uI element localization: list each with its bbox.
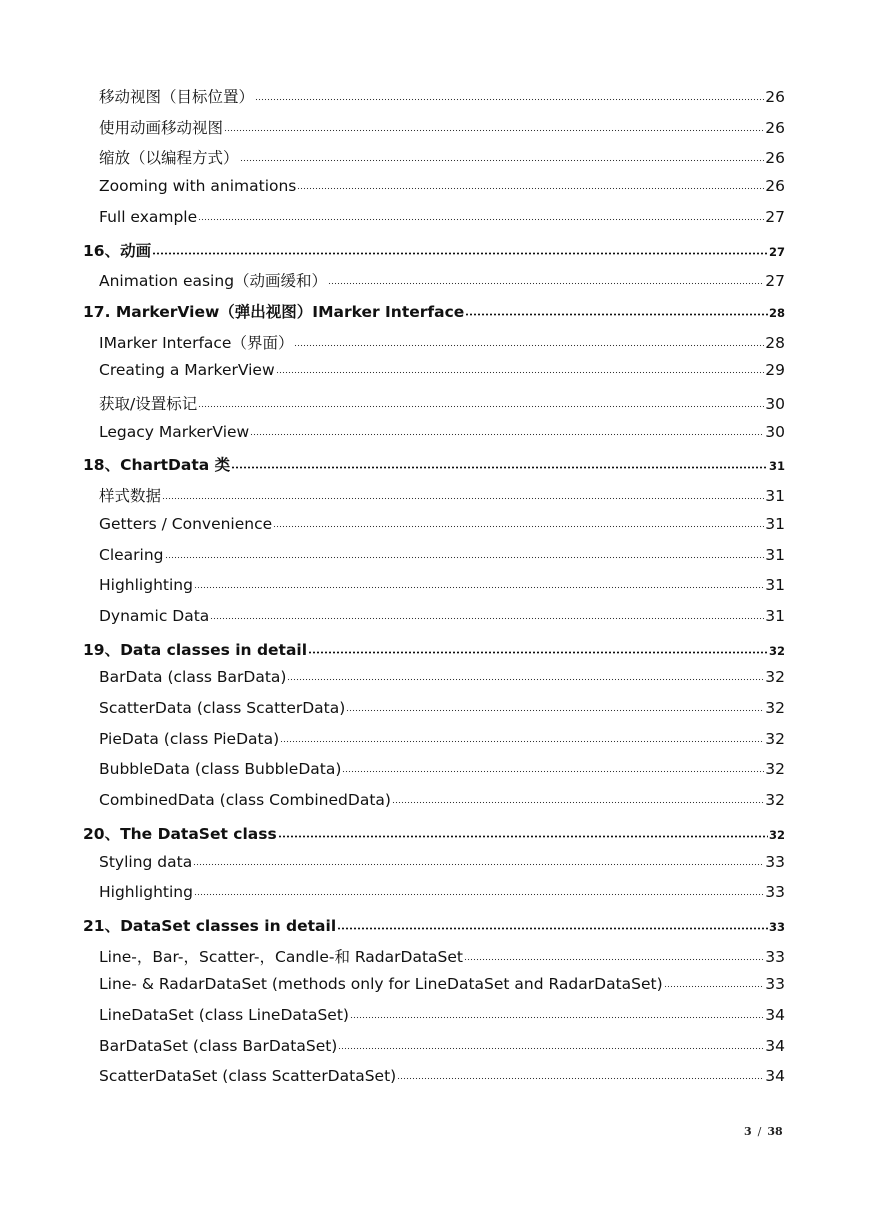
toc-entry-page-number: 32 [768, 643, 785, 658]
toc-entry-title: 19、Data classes in detail [83, 640, 308, 659]
toc-entry-title: Animation easing（动画缓和） [99, 272, 328, 291]
toc-dot-leader [280, 740, 764, 743]
toc-dot-leader [294, 344, 764, 347]
toc-entry-page-number: 27 [768, 244, 785, 259]
toc-entry-title: BarDataSet (class BarDataSet) [99, 1036, 338, 1055]
toc-entry-title: BarData (class BarData) [99, 668, 287, 687]
toc-dot-leader [350, 1016, 764, 1019]
toc-dot-leader [464, 958, 764, 961]
toc-subsection-entry[interactable] [99, 576, 785, 598]
toc-dot-leader [198, 405, 764, 408]
toc-dot-leader [273, 525, 764, 528]
toc-entry-page-number: 26 [765, 177, 785, 196]
page-number-footer [744, 1125, 783, 1138]
toc-dot-leader [240, 159, 765, 162]
toc-dot-leader [328, 282, 764, 285]
toc-dot-leader [465, 313, 768, 316]
toc-entry-page-number: 33 [768, 919, 785, 934]
toc-entry-page-number: 33 [765, 852, 785, 871]
toc-subsection-entry[interactable] [99, 269, 785, 291]
toc-dot-leader [276, 371, 765, 374]
toc-subsection-entry[interactable] [99, 607, 785, 629]
toc-dot-leader [664, 985, 765, 988]
toc-dot-leader [337, 927, 768, 930]
toc-entry-title: LineDataSet (class LineDataSet) [99, 1006, 349, 1024]
toc-entry-title: ScatterData (class ScatterData) [99, 699, 346, 717]
toc-subsection-entry[interactable] [99, 423, 785, 445]
toc-subsection-entry[interactable] [99, 853, 785, 875]
toc-section-entry[interactable] [83, 638, 785, 660]
toc-entry-page-number: 32 [765, 699, 785, 717]
toc-dot-leader [231, 466, 768, 469]
toc-entry-page-number: 33 [765, 975, 785, 994]
toc-dot-leader [397, 1077, 764, 1080]
toc-subsection-entry[interactable] [99, 85, 785, 107]
toc-subsection-entry[interactable] [99, 1037, 785, 1059]
toc-entry-page-number: 28 [765, 333, 785, 352]
toc-entry-page-number: 31 [765, 576, 785, 595]
toc-subsection-entry[interactable] [99, 1006, 785, 1028]
toc-entry-title: Line- & RadarDataSet (methods only for LineDataSet and RadarDataSet) [99, 975, 663, 994]
toc-entry-title: PieData (class PieData) [99, 729, 280, 748]
toc-entry-page-number: 26 [765, 118, 785, 137]
toc-subsection-entry[interactable] [99, 883, 785, 905]
toc-entry-page-number: 27 [765, 272, 785, 291]
toc-entry-title: 16、动画 [83, 241, 152, 260]
toc-subsection-entry[interactable] [99, 177, 785, 199]
toc-subsection-entry[interactable] [99, 208, 785, 230]
toc-dot-leader [210, 617, 764, 620]
toc-subsection-entry[interactable] [99, 975, 785, 997]
toc-dot-leader [308, 651, 768, 654]
toc-entry-page-number: 34 [765, 1006, 785, 1024]
toc-subsection-entry[interactable] [99, 515, 785, 537]
toc-entry-title: Full example [99, 207, 198, 226]
toc-dot-leader [165, 556, 765, 559]
toc-entry-title: 样式数据 [99, 487, 162, 506]
toc-entry-page-number: 32 [768, 827, 785, 842]
toc-entry-page-number: 34 [765, 1036, 785, 1055]
toc-dot-leader [250, 433, 764, 436]
toc-entry-title: Zooming with animations [99, 177, 297, 196]
toc-subsection-entry[interactable] [99, 730, 785, 752]
toc-entry-title: 使用动画移动视图 [99, 118, 224, 137]
toc-dot-leader [194, 893, 764, 896]
current-page-number: 3 [744, 1125, 752, 1138]
page-separator: / [757, 1125, 762, 1138]
toc-dot-leader [152, 252, 768, 255]
toc-entry-page-number: 32 [765, 668, 785, 687]
toc-entry-page-number: 26 [765, 88, 785, 106]
toc-entry-page-number: 32 [765, 760, 785, 779]
toc-entry-title: IMarker Interface（界面） [99, 333, 294, 352]
toc-entry-title: Clearing [99, 545, 164, 564]
toc-entry-page-number: 32 [765, 791, 785, 810]
toc-entry-page-number: 32 [765, 729, 785, 748]
toc-entry-page-number: 31 [765, 487, 785, 506]
toc-dot-leader [255, 98, 764, 101]
toc-entry-title: Highlighting [99, 576, 193, 595]
toc-entry-page-number: 31 [765, 514, 785, 533]
toc-entry-page-number: 26 [765, 149, 785, 168]
toc-dot-leader [287, 678, 764, 681]
toc-subsection-entry[interactable] [99, 484, 785, 506]
toc-entry-title: BubbleData (class BubbleData) [99, 760, 342, 779]
toc-entry-page-number: 34 [765, 1067, 785, 1086]
toc-entry-title: Highlighting [99, 883, 193, 902]
toc-entry-title: Styling data [99, 852, 193, 871]
toc-entry-title: 18、ChartData 类 [83, 456, 231, 475]
toc-entry-title: CombinedData (class CombinedData) [99, 791, 391, 810]
toc-dot-leader [338, 1047, 764, 1050]
toc-dot-leader [392, 801, 764, 804]
toc-dot-leader [346, 709, 764, 712]
toc-subsection-entry[interactable] [99, 546, 785, 568]
toc-dot-leader [224, 129, 764, 132]
toc-entry-page-number: 31 [765, 545, 785, 564]
toc-subsection-entry[interactable] [99, 116, 785, 138]
toc-entry-page-number: 31 [768, 459, 785, 474]
toc-subsection-entry[interactable] [99, 699, 785, 721]
toc-entry-title: Line-，Bar-，Scatter-，Candle-和 RadarDataSet [99, 947, 463, 966]
toc-subsection-entry[interactable] [99, 392, 785, 414]
toc-section-entry[interactable] [83, 300, 785, 322]
toc-entry-title: Getters / Convenience [99, 514, 273, 533]
toc-subsection-entry[interactable] [99, 945, 785, 967]
toc-subsection-entry[interactable] [99, 760, 785, 782]
toc-entry-page-number: 27 [765, 207, 785, 226]
toc-entry-title: ScatterDataSet (class ScatterDataSet) [99, 1067, 397, 1086]
toc-entry-page-number: 30 [765, 422, 785, 441]
toc-entry-title: Legacy MarkerView [99, 422, 250, 441]
toc-entry-title: Creating a MarkerView [99, 361, 275, 380]
toc-entry-page-number: 30 [765, 395, 785, 413]
toc-subsection-entry[interactable] [99, 791, 785, 813]
toc-subsection-entry[interactable] [99, 146, 785, 168]
toc-entry-page-number: 28 [768, 305, 785, 320]
toc-section-entry[interactable] [83, 239, 785, 261]
toc-subsection-entry[interactable] [99, 1067, 785, 1089]
toc-section-entry[interactable] [83, 822, 785, 844]
toc-entry-title: Dynamic Data [99, 606, 210, 625]
toc-dot-leader [342, 770, 764, 773]
toc-entry-title: 缩放（以编程方式） [99, 149, 239, 168]
toc-section-entry[interactable] [83, 914, 785, 936]
toc-section-entry[interactable] [83, 453, 785, 475]
toc-dot-leader [194, 586, 764, 589]
toc-dot-leader [278, 835, 768, 838]
toc-entry-title: 获取/设置标记 [99, 395, 198, 413]
toc-dot-leader [193, 863, 764, 866]
toc-dot-leader [198, 218, 764, 221]
toc-entry-title: 20、The DataSet class [83, 824, 277, 843]
toc-dot-leader [297, 187, 764, 190]
toc-entry-title: 移动视图（目标位置） [99, 88, 255, 106]
toc-subsection-entry[interactable] [99, 361, 785, 383]
toc-entry-page-number: 29 [765, 361, 785, 380]
toc-dot-leader [162, 497, 764, 500]
toc-entry-page-number: 33 [765, 883, 785, 902]
toc-entry-page-number: 33 [765, 947, 785, 966]
toc-subsection-entry[interactable] [99, 331, 785, 353]
toc-entry-title: 17. MarkerView（弹出视图）IMarker Interface [83, 302, 465, 321]
toc-subsection-entry[interactable] [99, 668, 785, 690]
total-pages: 38 [767, 1125, 783, 1138]
toc-entry-page-number: 31 [765, 606, 785, 625]
toc-entry-title: 21、DataSet classes in detail [83, 916, 337, 935]
